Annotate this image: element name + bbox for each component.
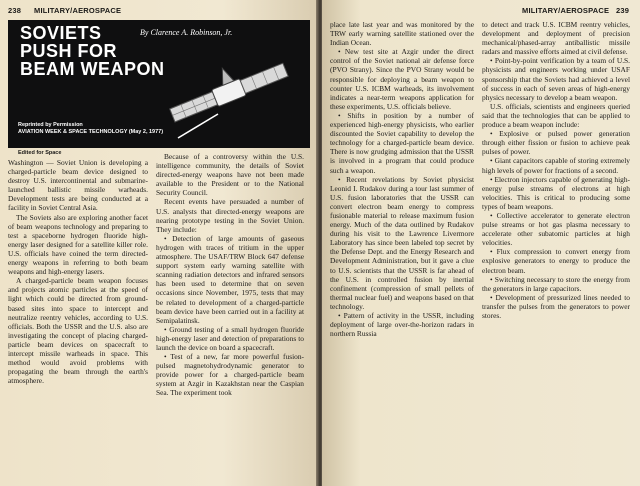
headline-line-2: PUSH FOR <box>20 41 118 61</box>
paragraph: • New test site at Azgir under the direct control of the Soviet national air defense force (PVO Strany). Since the PVO Strany would be responsible for deploying a beam weapon to counter U.S. ICBM warheads, its involvement indicates a near-term weapons application for these experiments, U.S. officials believe. <box>330 47 474 111</box>
left-column-2 <box>156 152 304 398</box>
headline-banner <box>8 20 310 148</box>
headline-line-1: SOVIETS <box>20 23 102 43</box>
section-header-left: MILITARY/AEROSPACE <box>34 6 122 15</box>
section-header-right: MILITARY/AEROSPACE <box>522 6 610 15</box>
reprint-line-2: AVIATION WEEK & SPACE TECHNOLOGY (May 2, 1977) <box>18 129 164 135</box>
right-column-1 <box>330 20 474 338</box>
headline-line-3: BEAM WEAPON <box>20 59 165 79</box>
paragraph: • Test of a new, far more powerful fusion-pulsed magnetohydrodynamic generator to provide power for a charged-particle beam system at Azgir in Kazakhstan near the Caspian Sea. The experiment took <box>156 352 304 398</box>
edited-note: Edited for Space <box>18 150 62 156</box>
left-column-1 <box>8 158 148 385</box>
paragraph: • Pattern of activity in the USSR, including deployment of large over-the-horizon radars in northern Russia <box>330 311 474 339</box>
paragraph: • Giant capacitors capable of storing extremely high levels of power for fractions of a second. <box>482 156 630 175</box>
paragraph: • Detection of large amounts of gaseous hydrogen with traces of tritium in the upper atmosphere. The USAF/TRW Block 647 defense support system early warning satellite with scanning radiation detectors and infrared sensors has been used to determine that on seven occasions since November, 1975, tests that may be related to development of a charged-particle beam device have been carried out in a facility at Semipalatinsk. <box>156 233 304 325</box>
paragraph: • Collective accelerator to generate electron pulse streams or hot gas plasma necessary to accelerate other subatomic particles at high velocities. <box>482 210 630 248</box>
paragraph: • Flux compression to convert energy from explosive generators to energy to produce the electron beam. <box>482 247 630 275</box>
paragraph: • Switching necessary to store the energy from the generators in large capacitors. <box>482 274 630 293</box>
paragraph: • Shifts in position by a number of experienced high-energy physicists, who earlier discounted the Soviet capability to develop the technology for a charged-particle beam device. There is now grudging admission that the USSR is involved in a program that could produce such a weapon. <box>330 110 474 175</box>
paragraph: U.S. officials, scientists and engineers queried said that the technologies that can be applied to produce a beam weapon include: <box>482 101 630 130</box>
page-number-left: 238 <box>8 6 22 15</box>
reprint-line-1: Reprinted by Permission <box>18 122 83 128</box>
paragraph: Because of a controversy within the U.S. intelligence community, the details of Soviet directed-energy weapons have not been made available to the President or to the National Security Council. <box>156 152 304 198</box>
paragraph: Recent events have persuaded a number of U.S. analysts that directed-energy weapons are nearing prototype testing in the Soviet Union. They include: <box>156 197 304 234</box>
right-column-2 <box>482 20 630 320</box>
paragraph: • Explosive or pulsed power generation through either fission or fusion to achieve peak pulses of power. <box>482 129 630 157</box>
paragraph: place late last year and was monitored by the TRW early warning satellite stationed over the Indian Ocean. <box>330 20 474 48</box>
byline: By Clarence A. Robinson, Jr. <box>140 28 233 37</box>
right-page <box>322 0 640 486</box>
paragraph: to detect and track U.S. ICBM reentry vehicles, development and deployment of precision mechanical/phased-array antiballistic missile radars and massive efforts aimed at civil defense. <box>482 20 630 57</box>
paragraph: Washington — Soviet Union is developing a charged-particle beam device designed to destroy U.S. intercontinental and submarine-launched ballistic missile warheads. Development tests are being conducted at a facility in Soviet Central Asia. <box>8 158 148 213</box>
paragraph: The Soviets also are exploring another facet of beam weapons technology and preparing to test a spaceborne hydrogen fluoride high-energy laser designed for a satellite killer role. U.S. officials have coined the term directed-energy weapons in referring to both beam weapons and high-energy lasers. <box>8 212 148 277</box>
paragraph: A charged-particle beam weapon focuses and projects atomic particles at the speed of light which could be directed from ground-based sites into space to intercept and neutralize reentry vehicles, according to U.S. officials. Both the USSR and the U.S. also are investigating the concept of placing charged-particle beam devices on spacecraft to intercept missile warheads in space. This method would avoid problems with propagating the beam through the earth's atmosphere. <box>8 276 148 386</box>
paragraph: • Development of pressurized lines needed to transfer the pulses from the generators to power stores. <box>482 292 630 320</box>
paragraph: • Ground testing of a small hydrogen fluoride high-energy laser and detection of preparations to launch the device on board a spacecraft. <box>156 324 304 352</box>
satellite-illustration <box>158 44 308 140</box>
paragraph: • Electron injectors capable of generating high-energy pulse streams of electrons at high velocities. This is critical to producing some types of beam weapons. <box>482 174 630 211</box>
paragraph: • Recent revelations by Soviet physicist Leonid I. Rudakov during a tour last summer of U.S. fusion laboratories that the USSR can convert electron beam energy to compress fusionable material to release maximum fusion energy. Much of the data outlined by Rudakov during his visit to the Lawrence Livermore Laboratory has since been labeled top secret by the Defense Dept. and the Energy Research and Development Administration, but it gave a clue to U.S. scientists that the USSR is far ahead of the U.S. in controlled fusion by inertial confinement (compression of small pellets of thermal nuclear fuel) and weapons based on that technology. <box>330 174 474 311</box>
paragraph: • Point-by-point verification by a team of U.S. physicists and engineers working under USAF sponsorship that the Soviets had achieved a level of success in each of seven areas of high-energy physics necessary to develop a beam weapon. <box>482 56 630 102</box>
page-number-right: 239 <box>616 6 630 15</box>
reprint-credit <box>18 122 163 136</box>
left-page <box>0 0 318 486</box>
